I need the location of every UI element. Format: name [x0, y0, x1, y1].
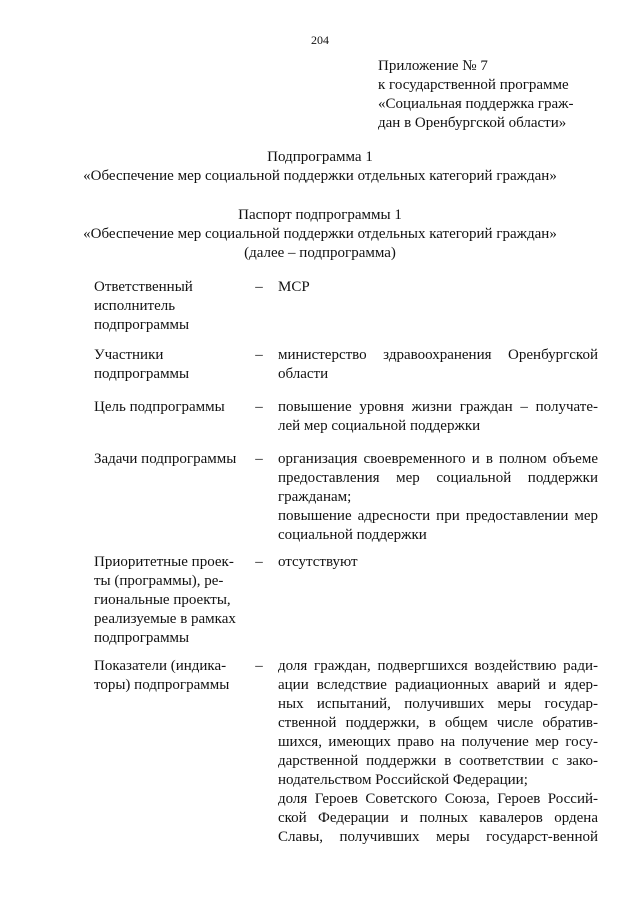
row-value-line: доля Героев Советского Союза, Героев Россий- [278, 791, 598, 807]
row-value-line: предоставления мер социальной поддержки [278, 470, 598, 486]
row-label-line: Цель подпрограммы [94, 399, 225, 415]
row-dash: – [255, 658, 263, 674]
row-label-line: Ответственный [94, 279, 193, 295]
row-value-line: ской Федерации и полных кавалеров ордена [278, 810, 598, 826]
row-value-line: МСР [278, 279, 310, 295]
row-label-line: подпрограммы [94, 366, 190, 382]
row-dash: – [255, 279, 263, 295]
row-value [278, 278, 598, 297]
row-label-line: подпрограммы [94, 630, 190, 646]
row-dash: – [255, 554, 263, 570]
row-label-line: Показатели (индика- [94, 658, 227, 674]
row-label-line: Участники [94, 347, 164, 363]
row-dash: – [255, 451, 263, 467]
row-value-line: ственной поддержки, в общем числе обратив- [278, 715, 598, 731]
subprogram-title-line: Подпрограмма 1 [267, 149, 373, 165]
row-value [278, 398, 598, 436]
appendix-line: «Социальная поддержка граж- [378, 96, 574, 112]
passport-title-line: Паспорт подпрограммы 1 [238, 207, 402, 223]
row-value-line: Славы, получивших меры государст-венной [278, 829, 598, 845]
row-value-line: лей мер социальной поддержки [278, 418, 481, 434]
row-value-line: социальной поддержки [278, 527, 427, 543]
row-value-line: повышение адресности при предоставлении мер [278, 508, 598, 524]
row-value [278, 346, 598, 384]
row-dash: – [255, 347, 263, 363]
row-label [94, 278, 246, 335]
row-value-line: ации вследствие радиационных аварий и ядер- [278, 677, 598, 693]
row-value-line: гражданам; [278, 489, 352, 505]
row-label-line: Приоритетные проек- [94, 554, 234, 570]
row-value-line: доля граждан, подвергшихся воздействию ради- [278, 658, 598, 674]
row-label [94, 398, 246, 417]
appendix-note [378, 57, 608, 133]
row-value-line: организация своевременного и в полном объеме [278, 451, 598, 467]
row-value [278, 657, 598, 847]
appendix-line: к государственной программе [378, 77, 569, 93]
appendix-line: дан в Оренбургской области» [378, 115, 567, 131]
row-label-line: ты (программы), ре- [94, 573, 224, 589]
page-number: 204 [311, 33, 329, 47]
row-value-line: дарственной поддержки в соответствии с зако- [278, 753, 598, 769]
row-value-line: повышение уровня жизни граждан – получате- [278, 399, 598, 415]
row-dash: – [255, 399, 263, 415]
row-value-line: нодательством Российской Федерации; [278, 772, 528, 788]
row-value-line: ных испытаний, получивших меры государ- [278, 696, 598, 712]
row-value-line: шихся, имеющих право на получение мер госу- [278, 734, 598, 750]
row-label [94, 346, 246, 384]
row-value [278, 553, 598, 572]
row-label [94, 657, 246, 695]
row-label [94, 553, 246, 648]
subprogram-title [0, 148, 640, 186]
row-label-line: торы) подпрограммы [94, 677, 230, 693]
row-label-line: исполнитель [94, 298, 176, 314]
passport-title-line: «Обеспечение мер социальной поддержки отдельных категорий граждан» [83, 226, 557, 242]
row-label-line: подпрограммы [94, 317, 190, 333]
row-label-line: Задачи подпрограммы [94, 451, 237, 467]
passport-title [0, 206, 640, 263]
passport-title-line: (далее – подпрограмма) [244, 245, 396, 261]
row-value [278, 450, 598, 545]
row-value-line: области [278, 366, 329, 382]
row-label-line: гиональные проекты, [94, 592, 231, 608]
row-label [94, 450, 246, 469]
subprogram-title-line: «Обеспечение мер социальной поддержки отдельных категорий граждан» [83, 168, 557, 184]
row-value-line: министерство здравоохранения Оренбургской [278, 347, 598, 363]
appendix-line: Приложение № 7 [378, 58, 488, 74]
row-value-line: отсутствуют [278, 554, 358, 570]
row-label-line: реализуемые в рамках [94, 611, 236, 627]
